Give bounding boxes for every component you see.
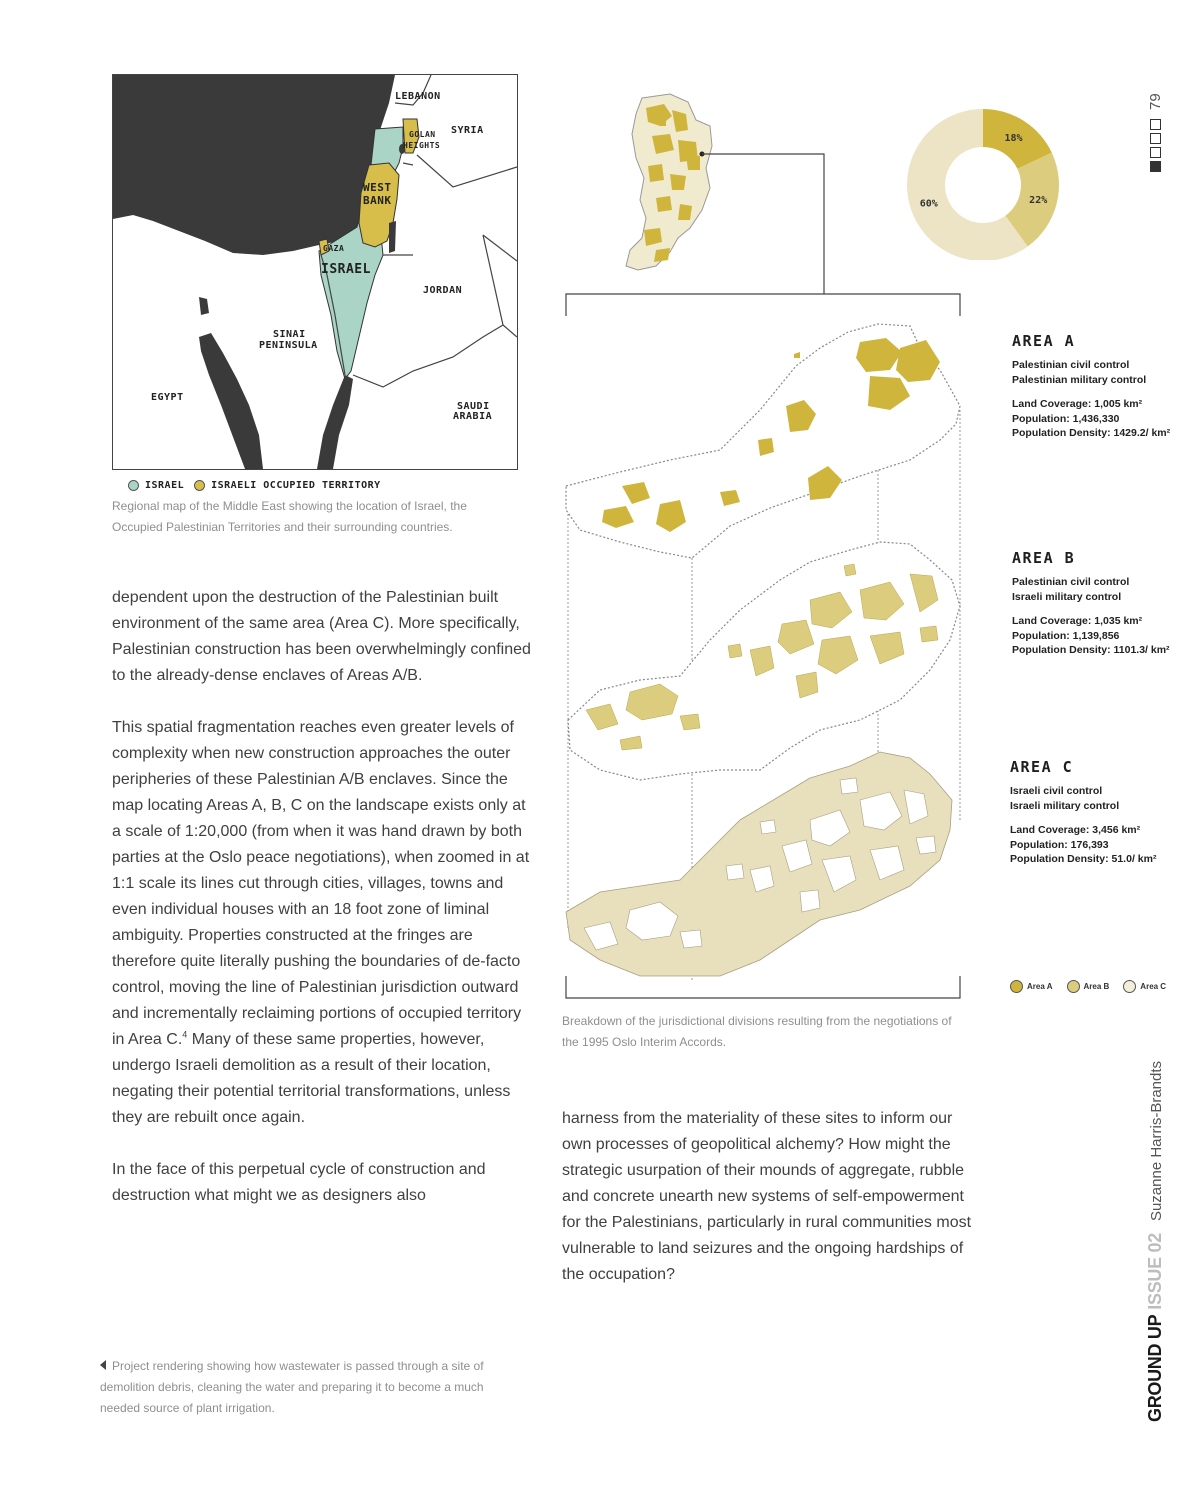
map-label-saudi: SAUDI — [457, 401, 490, 412]
border-jordan-east — [483, 235, 517, 337]
map-label-israel: ISRAEL — [321, 262, 371, 277]
small-west-bank-map — [626, 94, 712, 270]
legend-area-a-swatch — [1010, 980, 1023, 993]
magazine-brand: GROUND UP — [1145, 1314, 1165, 1422]
border-syria-jordan — [417, 155, 517, 187]
section-square-icon — [1150, 119, 1161, 130]
area-b-info — [1012, 549, 1170, 658]
arrow-left-icon — [100, 1360, 106, 1370]
legend-israel-swatch — [128, 480, 139, 491]
area-c-population: Population: 176,393 — [1010, 838, 1109, 851]
map-label-syria: SYRIA — [451, 125, 484, 136]
legend-area-a-label: Area A — [1027, 982, 1053, 991]
area-a-title: AREA A — [1012, 332, 1076, 350]
area-c-title: AREA C — [1010, 758, 1074, 776]
map-label-golan: GOLAN — [409, 130, 436, 139]
body-column-left — [112, 585, 532, 1209]
issue-label: ISSUE 02 — [1145, 1233, 1165, 1310]
diagram-caption: Breakdown of the jurisdictional divisions resulting from the negotiations of the 1995 Oslo Interim Accords. — [562, 1014, 952, 1049]
donut-chart — [900, 80, 1070, 260]
area-b-military: Israeli military control — [1012, 590, 1122, 603]
section-square-icon — [1150, 147, 1161, 158]
map-label-sinai: SINAI — [273, 329, 306, 340]
bottom-bracket — [566, 976, 960, 998]
legend-israel-label: ISRAEL — [145, 479, 185, 491]
map-legend — [128, 477, 381, 493]
legend-occupied-label: ISRAELI OCCUPIED TERRITORY — [211, 479, 381, 491]
map-label-lebanon: LEBANON — [395, 91, 441, 102]
map-label-egypt: EGYPT — [151, 392, 184, 403]
bitter-lake — [199, 297, 209, 315]
side-running-footer — [1145, 1061, 1166, 1422]
map-label-west: WEST — [363, 181, 392, 194]
gulf-of-aqaba — [317, 375, 353, 469]
donut-label-2: 22% — [1029, 195, 1048, 207]
map-label-bank: BANK — [363, 194, 392, 207]
area-c-density: Population Density: 51.0/ km² — [1010, 853, 1157, 865]
section-square-icon — [1150, 161, 1161, 172]
map-caption: Regional map of the Middle East showing the location of Israel, the Occupied Palestinian Territories and their surrounding countries. — [112, 499, 467, 534]
area-a-density: Population Density: 1429.2/ km² — [1012, 427, 1171, 439]
section-square-icon — [1150, 133, 1161, 144]
legend-area-c-swatch — [1123, 980, 1136, 993]
map-label-jordan: JORDAN — [423, 285, 463, 296]
area-a-population: Population: 1,436,330 — [1012, 412, 1120, 425]
regional-map — [112, 74, 518, 470]
legend-area-c-label: Area C — [1140, 982, 1167, 991]
area-c-military: Israeli military control — [1010, 799, 1120, 812]
gulf-of-suez — [199, 333, 263, 469]
body-paragraph-3: In the face of this perpetual cycle of construction and destruction what might we as designers also — [112, 1161, 486, 1204]
donut-label-3: 60% — [919, 198, 938, 210]
top-bracket — [566, 294, 960, 316]
legend-occupied-swatch — [194, 480, 205, 491]
body-paragraph-2-text: This spatial fragmentation reaches even greater levels of complexity when new construction approaches the outer peripheries of these Palestinian A/B enclaves. Since the map locating Areas A, B, C on the landscape exists only at a scale of 1:20,000 (from when it was hand drawn by both parties at the Oslo peace negotiations), when zoomed in at 1:1 scale its lines cut through cities, villages, towns and even individual houses with an 18 foot zone of liminal ambiguity. Properties constructed at the fringes are therefore quite literally pushing the boundaries of de-facto control, moving the line of Palestinian jurisdiction outward and incrementally reclaiming portions of occupied territory in Area C. — [112, 719, 530, 1048]
donut-label-1: 18% — [1004, 132, 1023, 144]
area-b-density: Population Density: 1101.3/ km² — [1012, 644, 1170, 656]
body-paragraph-4: harness from the materiality of these sites to inform our own processes of geopolitical alchemy? How might the strategic usurpation of their mounds of aggregate, rubble and concrete unearth new systems of self-empowerment for the Palestinians, particularly in rural communities most vulnerable to land seizures and the ongoing hardships of the occupation? — [562, 1110, 972, 1283]
legend-area-b-swatch — [1067, 980, 1080, 993]
body-paragraph-2-tail: Many of these same properties, however, undergo Israeli demolition as a result of their location, negating their potential territorial transformations, unless they are rebuilt once again. — [112, 1031, 511, 1126]
area-a-info — [1012, 332, 1170, 441]
map-label-heights: HEIGHTS — [403, 141, 441, 150]
area-c-civil: Israeli civil control — [1010, 785, 1103, 797]
dead-sea — [389, 221, 396, 253]
bottom-caption-text: Project rendering showing how wastewater is passed through a site of demolition debris, cleaning the water and preparing it to become a much needed source of plant irrigation. — [100, 1359, 484, 1415]
body-paragraph-1: dependent upon the destruction of the Palestinian built environment of the same area (Area C). More specifically, Palestinian construction has been overwhelmingly confined to the already-dense enclaves of Areas A/B. — [112, 589, 531, 684]
area-c-coverage: Land Coverage: 3,456 km² — [1010, 824, 1141, 836]
area-a-civil: Palestinian civil control — [1012, 359, 1130, 371]
map-label-gaza: GAZA — [323, 244, 345, 253]
areas-legend — [1010, 980, 1180, 993]
map-label-peninsula: PENINSULA — [259, 340, 318, 351]
area-b-title: AREA B — [1012, 549, 1076, 567]
area-c-info — [1010, 758, 1156, 867]
border-jordan-saudi — [353, 325, 503, 387]
map-label-arabia: ARABIA — [453, 411, 493, 422]
footnote-marker: 4 — [182, 1029, 188, 1040]
donut-segments — [907, 109, 1059, 260]
page-marker — [1147, 93, 1164, 172]
author-name: Suzanne Harris-Brandts — [1148, 1060, 1165, 1222]
area-b-population: Population: 1,139,856 — [1012, 629, 1120, 642]
legend-area-b-label: Area B — [1083, 982, 1110, 991]
area-a-coverage: Land Coverage: 1,005 km² — [1012, 398, 1143, 410]
area-b-civil: Palestinian civil control — [1012, 576, 1130, 588]
page-number: 79 — [1147, 93, 1164, 110]
area-a-military: Palestinian military control — [1012, 373, 1147, 386]
area-b-coverage: Land Coverage: 1,035 km² — [1012, 615, 1143, 627]
body-column-right — [562, 1106, 982, 1288]
body-paragraph-2 — [112, 715, 532, 1131]
bottom-caption — [100, 1356, 520, 1419]
mediterranean-sea — [113, 75, 395, 255]
leader-line — [702, 154, 824, 294]
